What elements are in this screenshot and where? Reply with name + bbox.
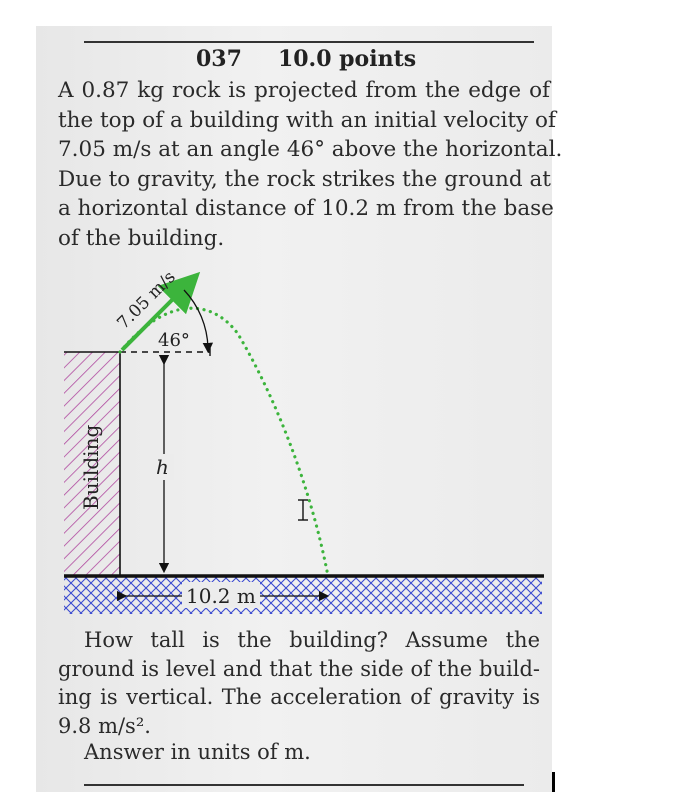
page-edge-shadow	[552, 772, 555, 792]
angle-label: 46°	[158, 330, 190, 351]
problem-statement	[58, 76, 563, 253]
velocity-label: 7.05 m/s	[113, 267, 180, 334]
answer-prompt: Answer in units of m.	[84, 740, 311, 764]
question-line: ing is vertical. The acceleration of gravity is	[58, 685, 540, 709]
top-rule	[84, 41, 534, 43]
projectile-figure	[56, 248, 550, 620]
ground	[64, 576, 544, 614]
problem-line: of the building.	[58, 225, 225, 251]
question-line: How tall is the building? Assume the	[84, 628, 540, 652]
problem-line: a horizontal distance of 10.2 m from the base	[58, 196, 554, 221]
distance-label: 10.2 m	[186, 584, 256, 608]
question-line: 9.8 m/s².	[58, 713, 151, 738]
trajectory-marker	[298, 500, 308, 520]
problem-line: Due to gravity, the rock strikes the ground at	[58, 166, 551, 192]
problem-header	[196, 46, 416, 74]
problem-points: 10.0 points	[277, 46, 417, 72]
problem-line: 7.05 m/s at an angle 46° above the horizontal.	[58, 137, 563, 162]
problem-number: 037	[196, 46, 242, 72]
problem-line: A 0.87 kg rock is projected from the edge of	[58, 78, 550, 103]
building-label: Building	[79, 424, 103, 510]
bottom-rule	[84, 784, 524, 786]
question-text	[58, 626, 540, 740]
question-line: ground is level and that the side of the build-	[58, 656, 540, 681]
ground-hatch	[64, 576, 542, 614]
height-label: h	[156, 455, 169, 479]
trajectory-path	[120, 308, 328, 576]
problem-line: the top of a building with an initial velocity of	[58, 107, 556, 133]
